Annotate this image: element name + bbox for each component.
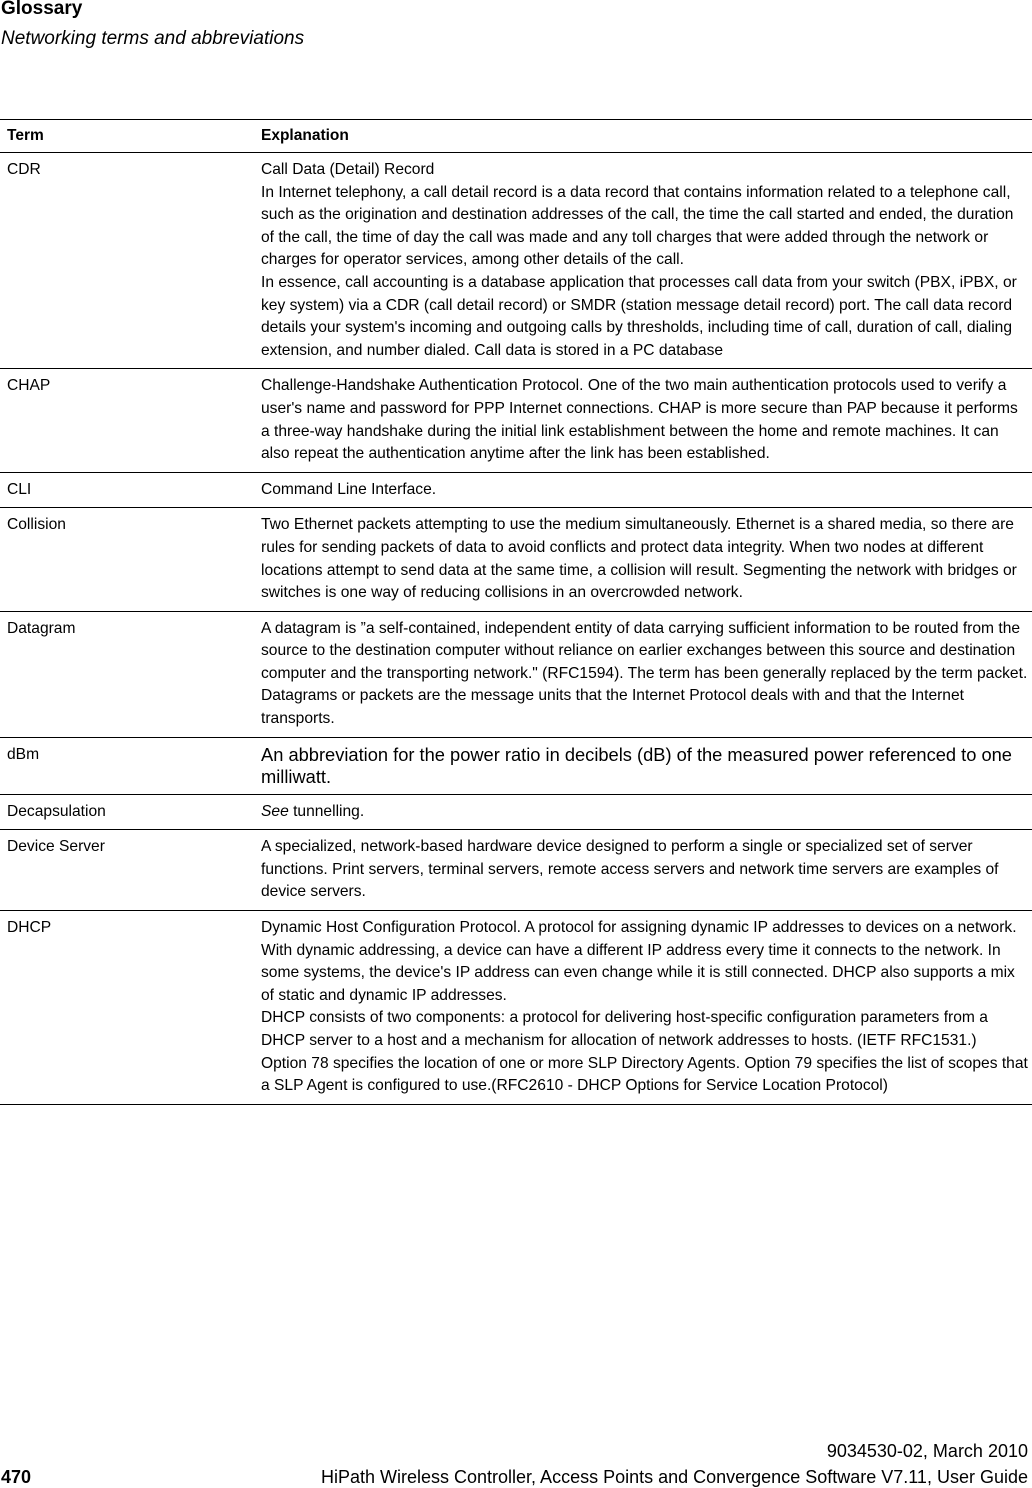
- explanation-cell: [253, 153, 1032, 369]
- table-row: [0, 369, 1032, 472]
- guide-title: HiPath Wireless Controller, Access Points and Convergence Software V7.11, User Guide: [320, 1467, 1028, 1487]
- column-header-term: Term: [0, 120, 253, 153]
- term-cell: Datagram: [0, 611, 253, 737]
- explanation-line: Two Ethernet packets attempting to use the medium simultaneously. Ethernet is a shared media, so there are rules for sending packets of data to avoid conflicts and protect data integrity. When two nodes at different locations attempt to send data at the same time, a collision will result. Segmenting the network with bridges or switches is one way of reducing collisions in an overcrowded network.: [261, 516, 1017, 602]
- term-cell: CLI: [0, 472, 253, 508]
- explanation-cell: [253, 611, 1032, 737]
- explanation-line: In Internet telephony, a call detail record is a data record that contains information related to a telephone call, such as the origination and destination addresses of the call, the time the call started and ended, the duration of the call, the time of day the call was made and any toll charges that were added through the network or charges for operator services, among other details of the call.: [261, 183, 1014, 269]
- explanation-line: Call Data (Detail) Record: [261, 161, 435, 178]
- term-cell: CDR: [0, 153, 253, 369]
- explanation-line: A datagram is ”a self-contained, independent entity of data carrying sufficient information to be routed from the source to the destination computer without reliance on earlier exchanges between this source and destination computer and the transporting network." (RFC1594). The term has been generally replaced by the term packet. Datagrams or packets are the message units that the Internet Protocol deals with and that the Internet transports.: [261, 619, 1028, 728]
- table-row: [0, 153, 1032, 369]
- table-row: [0, 472, 1032, 508]
- explanation-line: In essence, call accounting is a database application that processes call data from your switch (PBX, iPBX, or key system) via a CDR (call detail record) or SMDR (station message detail record) port. The call data record details your system's incoming and outgoing calls by thresholds, including time of call, duration of call, dialing extension, and number dialed. Call data is stored in a PC database: [261, 273, 1017, 359]
- explanation-line: Dynamic Host Configuration Protocol. A protocol for assigning dynamic IP addresses to devices on a network. With dynamic addressing, a device can have a different IP address every time it connects to the network. In some systems, the device's IP address can even change while it is still connected. DHCP also supports a mix of static and dynamic IP addresses.: [261, 919, 1017, 1004]
- term-cell: Device Server: [0, 830, 253, 911]
- see-reference-prefix: See: [261, 802, 289, 820]
- glossary-table: [0, 119, 1032, 1105]
- explanation-cell: [253, 911, 1032, 1105]
- term-cell: DHCP: [0, 911, 253, 1105]
- term-cell: CHAP: [0, 369, 253, 472]
- explanation-line: An abbreviation for the power ratio in decibels (dB) of the measured power referenced to one milliwatt.: [261, 743, 1012, 787]
- document-id: 9034530-02, March 2010: [826, 1441, 1028, 1461]
- table-header-row: [0, 120, 1032, 153]
- page-subtitle: Networking terms and abbreviations: [1, 28, 305, 49]
- table-row: [0, 794, 1032, 830]
- explanation-cell: [253, 794, 1032, 830]
- table-row: [0, 508, 1032, 611]
- explanation-cell: [253, 369, 1032, 472]
- column-header-explanation: Explanation: [253, 120, 1032, 153]
- explanation-cell: [253, 508, 1032, 611]
- table-row: [0, 737, 1032, 794]
- table-row: [0, 911, 1032, 1105]
- explanation-line: Option 78 specifies the location of one or more SLP Directory Agents. Option 79 specifies the list of scopes that a SLP Agent is configured to use.(RFC2610 - DHCP Options for Service Location Protocol): [261, 1054, 1028, 1095]
- term-cell: dBm: [0, 737, 253, 794]
- explanation-cell: [253, 737, 1032, 794]
- table-row: [0, 830, 1032, 911]
- explanation-line: Command Line Interface.: [261, 480, 437, 498]
- page-number: 470: [1, 1467, 32, 1487]
- table-row: [0, 611, 1032, 737]
- page-title: Glossary: [1, 0, 83, 19]
- explanation-cell: [253, 472, 1032, 508]
- term-cell: Decapsulation: [0, 794, 253, 830]
- explanation-cell: [253, 830, 1032, 911]
- explanation-line: DHCP consists of two components: a protocol for delivering host-specific configuration parameters from a DHCP server to a host and a mechanism for allocation of network addresses to hosts. (IETF RFC1531.): [261, 1009, 988, 1049]
- see-reference-link[interactable]: tunnelling.: [288, 802, 365, 820]
- explanation-line: A specialized, network-based hardware device designed to perform a single or specialized set of server functions. Print servers, terminal servers, remote access servers and network time servers are examples of device servers.: [261, 838, 999, 901]
- explanation-line: Challenge-Handshake Authentication Protocol. One of the two main authentication protocols used to verify a user's name and password for PPP Internet connections. CHAP is more secure than PAP because it performs a three-way handshake during the initial link establishment between the home and remote machines. It can also repeat the authentication anytime after the link has been established.: [261, 377, 1018, 463]
- term-cell: Collision: [0, 508, 253, 611]
